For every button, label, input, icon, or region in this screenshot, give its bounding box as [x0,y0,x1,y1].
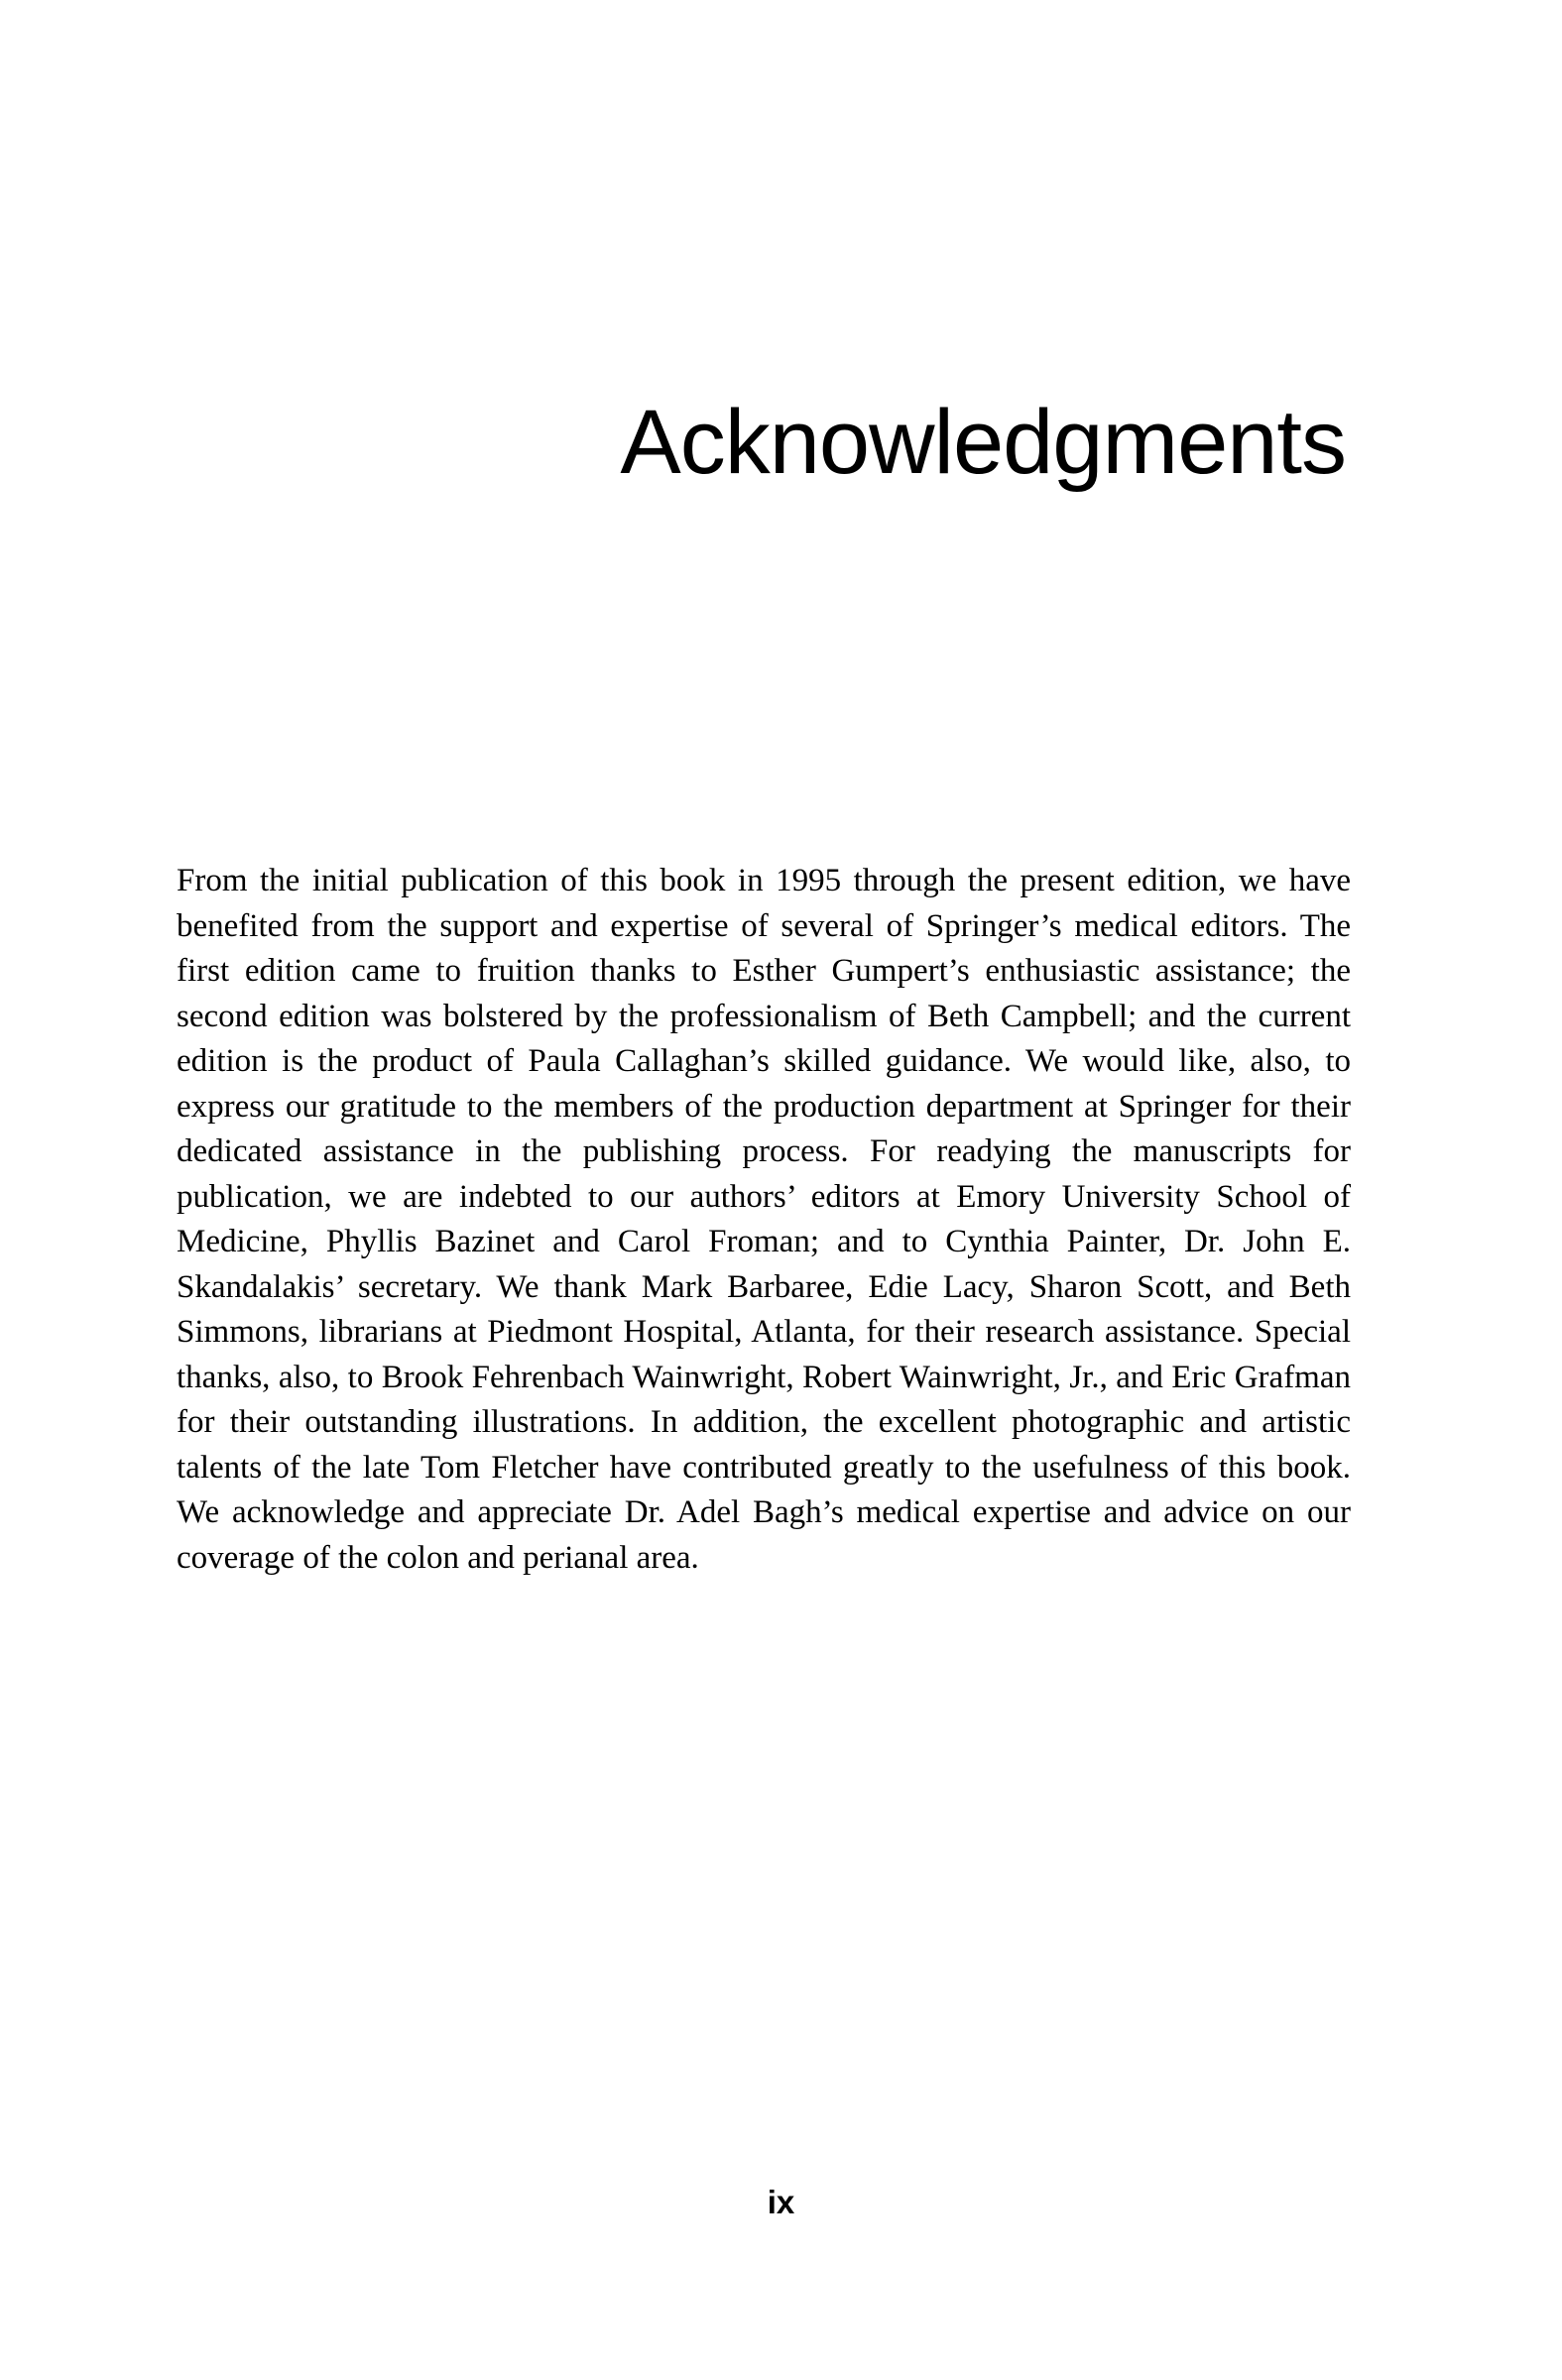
page-title: Acknowledgments [620,392,1346,493]
acknowledgments-paragraph: From the initial publication of this book in 1995 through the present edition, we have benefited from the support and expertise of several of Springer’s medical editors. The first edition came to fruition thanks to Esther Gumpert’s enthusiastic assistance; the second edition was bolstered by the professionalism of Beth Campbell; and the current edition is the product of Paula Callaghan’s skilled guidance. We would like, also, to express our gratitude to the members of the production department at Springer for their dedicated assistance in the publishing process. For readying the manuscripts for publication, we are indebted to our authors’ editors at Emory University School of Medicine, Phyllis Bazinet and Carol Froman; and to Cynthia Painter, Dr. John E. Skandalakis’ secretary. We thank Mark Barbaree, Edie Lacy, Sharon Scott, and Beth Simmons, librarians at Piedmont Hospital, Atlanta, for their research assistance. Special thanks, also, to Brook Fehrenbach Wainwright, Robert Wainwright, Jr., and Eric Grafman for their outstanding illustrations. In addition, the excellent photographic and artistic talents of the late Tom Fletcher have contributed greatly to the usefulness of this book. We acknowledge and appreciate Dr. Adel Bagh’s medical expertise and advice on our coverage of the colon and perianal area. [177,863,1351,1576]
page-number: ix [767,2184,795,2220]
